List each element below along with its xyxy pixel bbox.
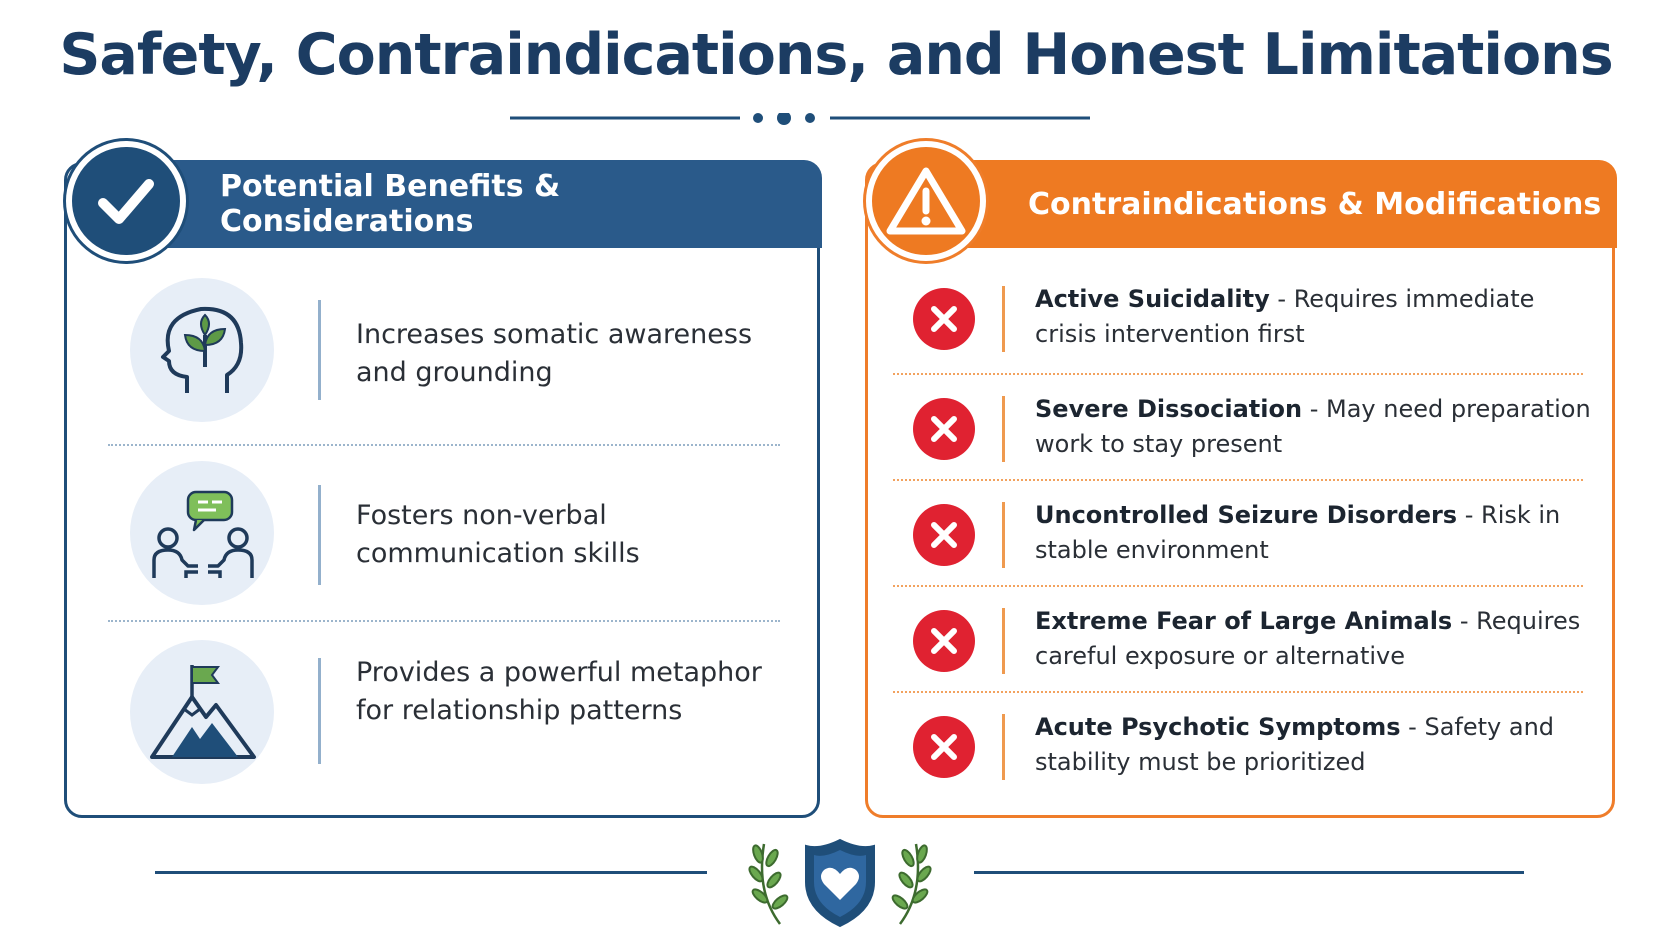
contraindication-item [865,588,1615,694]
divider-bar [1002,608,1005,674]
divider-bar [1002,502,1005,568]
contraindication-text: Extreme Fear of Large Animals - Requires careful exposure or alternative [1035,607,1581,670]
divider-bar [318,300,321,400]
contraindications-header-label: Contraindications & Modifications [1028,186,1602,222]
separator [893,373,1583,375]
benefit-text: Provides a powerful metaphor for relationship patterns [356,657,762,726]
contraindication-item [865,482,1615,588]
contraindication-text: Acute Psychotic Symptoms - Safety and stability must be prioritized [1035,713,1555,776]
benefit-item [64,455,820,615]
x-icon [913,504,975,566]
divider-bar [318,485,321,585]
benefit-text: Fosters non-verbal communication skills [356,500,640,569]
footer-line-left [155,871,707,874]
separator [893,691,1583,693]
x-icon [913,288,975,350]
x-icon [913,610,975,672]
separator [108,620,780,622]
title-divider [510,113,1170,137]
separator [108,444,780,446]
benefits-header [115,160,822,248]
x-icon [913,716,975,778]
contraindication-item [865,694,1615,800]
benefit-text: Increases somatic awareness and grounding [356,319,753,388]
page-title: Safety, Contraindications, and Honest Limitations [59,22,1613,88]
separator [893,479,1583,481]
head-sprout-icon [130,278,274,422]
contraindication-text: Uncontrolled Seizure Disorders - Risk in stable environment [1035,501,1561,564]
contraindication-text: Severe Dissociation - May need preparation work to stay present [1035,395,1591,458]
footer-line-right [974,871,1524,874]
divider-bar [1002,286,1005,352]
two-people-chat-icon [130,461,274,605]
contraindications-header [930,160,1617,248]
divider-bar [1002,396,1005,462]
separator [893,585,1583,587]
shield-heart-icon [720,832,960,932]
x-icon [913,398,975,460]
mountain-flag-icon [130,640,274,784]
contraindication-item [865,266,1615,372]
divider-bar [318,658,321,764]
benefit-item [64,270,820,430]
contraindication-text: Active Suicidality - Requires immediate crisis intervention first [1035,285,1535,348]
contraindication-item [865,376,1615,482]
divider-bar [1002,714,1005,780]
checkmark-icon [66,141,186,261]
benefits-header-label: Potential Benefits & Considerations [220,169,561,239]
benefit-item [64,632,820,792]
warning-triangle-icon [866,141,986,261]
